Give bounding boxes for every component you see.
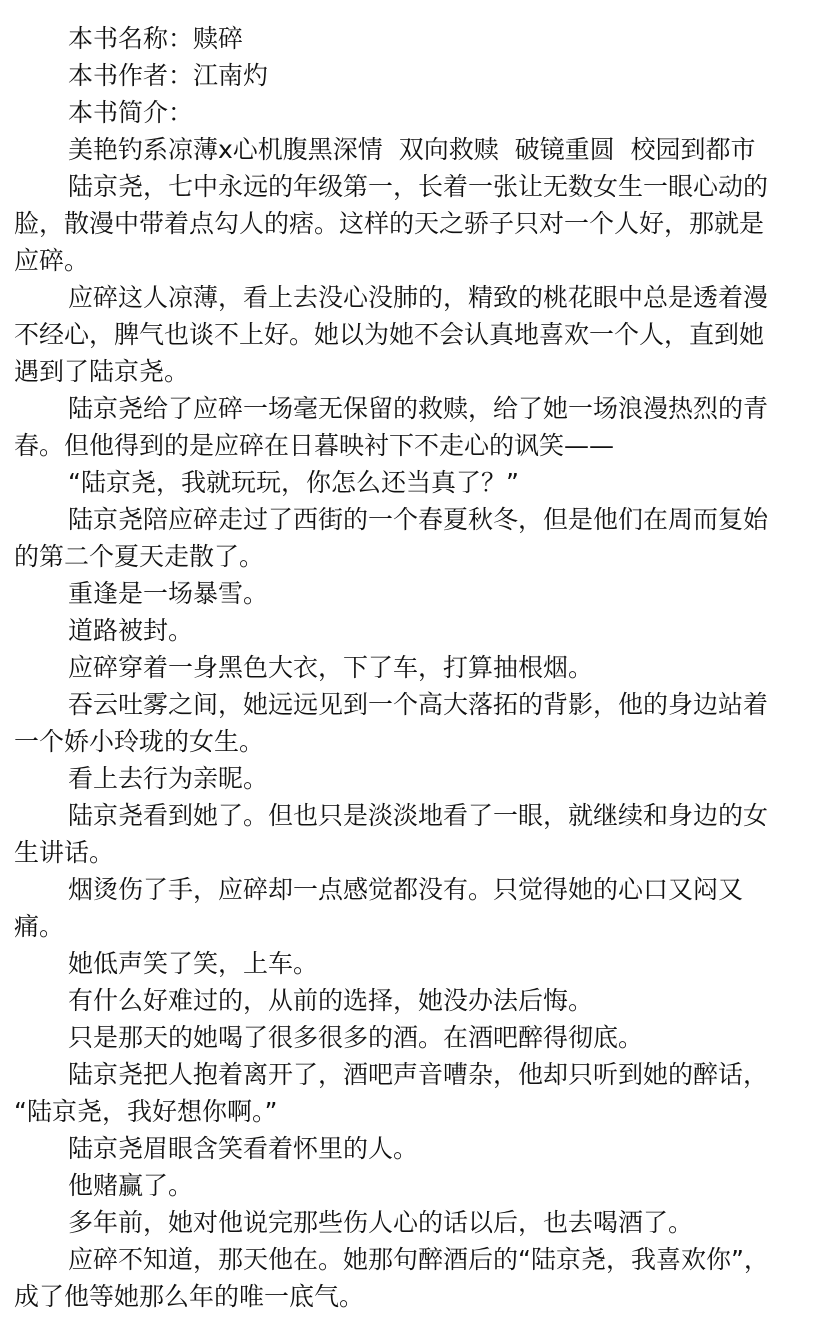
paragraph-line: 重逢是一场暴雪。	[68, 579, 269, 608]
paragraph	[14, 797, 814, 871]
paragraph	[14, 501, 814, 575]
paragraph-line: 脸，散漫中带着点勾人的痞。这样的天之骄子只对一个人好，那就是	[14, 209, 765, 238]
paragraph-line: 生讲话。	[14, 838, 115, 867]
paragraph-line: 看上去行为亲昵。	[68, 764, 269, 793]
paragraph-line: 陆京尧看到她了。但也只是淡淡地看了一眼，就继续和身边的女	[68, 801, 769, 830]
paragraph-line: 陆京尧眉眼含笑看着怀里的人。	[68, 1134, 419, 1163]
paragraph-line: 春。但他得到的是应碎在日暮映衬下不走心的讽笑——	[14, 431, 615, 460]
intro-body	[14, 168, 814, 1315]
paragraph	[14, 1019, 814, 1056]
paragraph	[14, 686, 814, 760]
paragraph	[14, 1241, 814, 1315]
paragraph-line: 有什么好难过的，从前的选择，她没办法后悔。	[68, 986, 594, 1015]
paragraph	[14, 1056, 814, 1130]
paragraph-line: 他赌赢了。	[68, 1171, 194, 1200]
book-intro-label: 本书简介：	[68, 98, 194, 127]
paragraph	[14, 575, 814, 612]
paragraph-line: 一个娇小玲珑的女生。	[14, 727, 265, 756]
paragraph-line: 只是那天的她喝了很多很多的酒。在酒吧醉得彻底。	[68, 1023, 644, 1052]
paragraph-line: 不经心，脾气也谈不上好。她以为她不会认真地喜欢一个人，直到她	[14, 320, 765, 349]
paragraph	[14, 1167, 814, 1204]
paragraph-line: 多年前，她对他说完那些伤人心的话以后，也去喝酒了。	[68, 1208, 694, 1237]
paragraph	[14, 168, 814, 279]
paragraph	[14, 649, 814, 686]
paragraph-line: “陆京尧，我好想你啊。”	[14, 1097, 278, 1126]
paragraph	[14, 279, 814, 390]
paragraph-line: 吞云吐雾之间，她远远见到一个高大落拓的背影，他的身边站着	[68, 690, 769, 719]
paragraph-line: 遇到了陆京尧。	[14, 357, 190, 386]
paragraph-line: 陆京尧给了应碎一场毫无保留的救赎，给了她一场浪漫热烈的青	[68, 394, 769, 423]
book-title: 本书名称：赎碎	[68, 24, 244, 53]
paragraph-line: 应碎这人凉薄，看上去没心没肺的，精致的桃花眼中总是透着漫	[68, 283, 769, 312]
paragraph	[14, 982, 814, 1019]
paragraph-line: 道路被封。	[68, 616, 194, 645]
paragraph-line: 应碎。	[14, 246, 90, 275]
paragraph	[14, 871, 814, 945]
paragraph-line: “陆京尧，我就玩玩，你怎么还当真了？”	[68, 468, 519, 497]
paragraph-line: 陆京尧把人抱着离开了，酒吧声音嘈杂，他却只听到她的醉话，	[68, 1060, 769, 1089]
paragraph-line: 应碎穿着一身黑色大衣，下了车，打算抽根烟。	[68, 653, 594, 682]
book-author: 本书作者：江南灼	[68, 61, 269, 90]
paragraph	[14, 945, 814, 982]
paragraph-line: 陆京尧陪应碎走过了西街的一个春夏秋冬，但是他们在周而复始	[68, 505, 769, 534]
paragraph	[14, 464, 814, 501]
paragraph-line: 烟烫伤了手，应碎却一点感觉都没有。只觉得她的心口又闷又	[68, 875, 744, 904]
paragraph-line: 她低声笑了笑，上车。	[68, 949, 319, 978]
paragraph-line: 的第二个夏天走散了。	[14, 542, 265, 571]
paragraph-line: 应碎不知道，那天他在。她那句醉酒后的“陆京尧，我喜欢你”，	[68, 1245, 769, 1274]
paragraph-line: 痛。	[14, 912, 65, 941]
book-tags: 美艳钓系凉薄x心机腹黑深情 双向救赎 破镜重圆 校园到都市	[68, 135, 756, 164]
paragraph	[14, 1130, 814, 1167]
paragraph	[14, 390, 814, 464]
paragraph	[14, 760, 814, 797]
paragraph-line: 陆京尧，七中永远的年级第一，长着一张让无数女生一眼心动的	[68, 172, 769, 201]
paragraph	[14, 612, 814, 649]
paragraph-line: 成了他等她那么年的唯一底气。	[14, 1282, 365, 1311]
paragraph	[14, 1204, 814, 1241]
